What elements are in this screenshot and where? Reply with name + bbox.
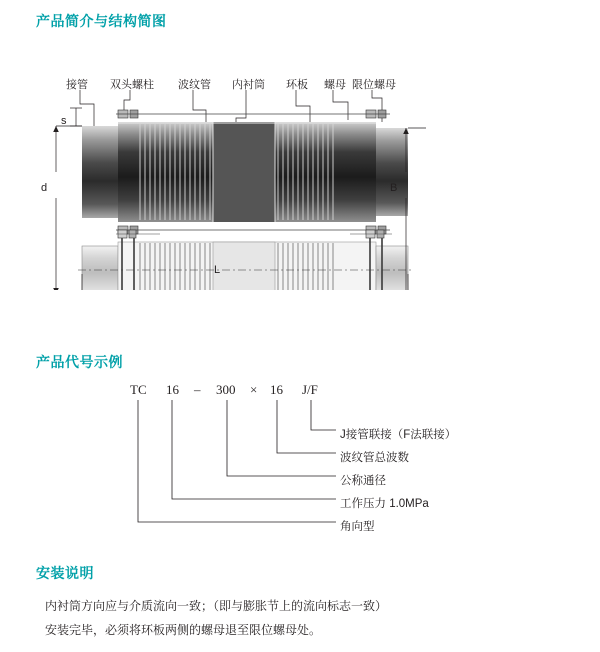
callout-label-neichentong: 内衬筒 (232, 79, 265, 91)
code-token-jf: J/F (302, 382, 318, 397)
structure-diagram (30, 60, 570, 290)
callout-label-bowenguan: 波纹管 (178, 79, 211, 91)
callout-label-xianweiluomu: 限位螺母 (352, 79, 396, 91)
product-code-diagram (30, 378, 570, 538)
dimension-label-L: L (214, 264, 221, 276)
callout-label-huanban: 环板 (286, 79, 308, 91)
section-title-install: 安装说明 (36, 565, 94, 581)
callout-label-jieguan: 接管 (66, 79, 88, 91)
code-token-300: 300 (216, 382, 236, 397)
callout-label-luomu: 螺母 (324, 79, 346, 91)
structure-diagram-svg (30, 60, 570, 290)
dimension-label-s: s (61, 115, 67, 127)
section-title-code: 产品代号示例 (36, 354, 123, 370)
code-desc-wave-count: 波纹管总波数 (340, 452, 409, 464)
code-desc-diameter: 公称通径 (340, 475, 386, 487)
dimension-label-B: B (390, 182, 398, 194)
code-token-times: × (250, 382, 258, 397)
section-title-structure: 产品简介与结构简图 (36, 13, 167, 29)
code-desc-type: 角向型 (340, 521, 375, 533)
install-note-1: 内衬筒方向应与介质流向一致；（即与膨胀节上的流向标志一致） (45, 599, 388, 613)
code-token-dash: – (194, 382, 201, 397)
install-note-2: 安装完毕，必须将环板两侧的螺母退至限位螺母处。 (45, 623, 322, 637)
code-token-16a: 16 (166, 382, 179, 397)
code-desc-connection: J接管联接（F法联接） (340, 429, 457, 441)
code-token-tc: TC (130, 382, 147, 397)
callout-label-shuangtouluozhu: 双头螺柱 (110, 79, 154, 91)
code-token-16b: 16 (270, 382, 283, 397)
install-notes (45, 597, 565, 645)
dimension-label-d: d (41, 182, 48, 194)
code-desc-pressure: 工作压力 1.0MPa (340, 498, 429, 510)
product-code-leader-lines (30, 378, 570, 538)
